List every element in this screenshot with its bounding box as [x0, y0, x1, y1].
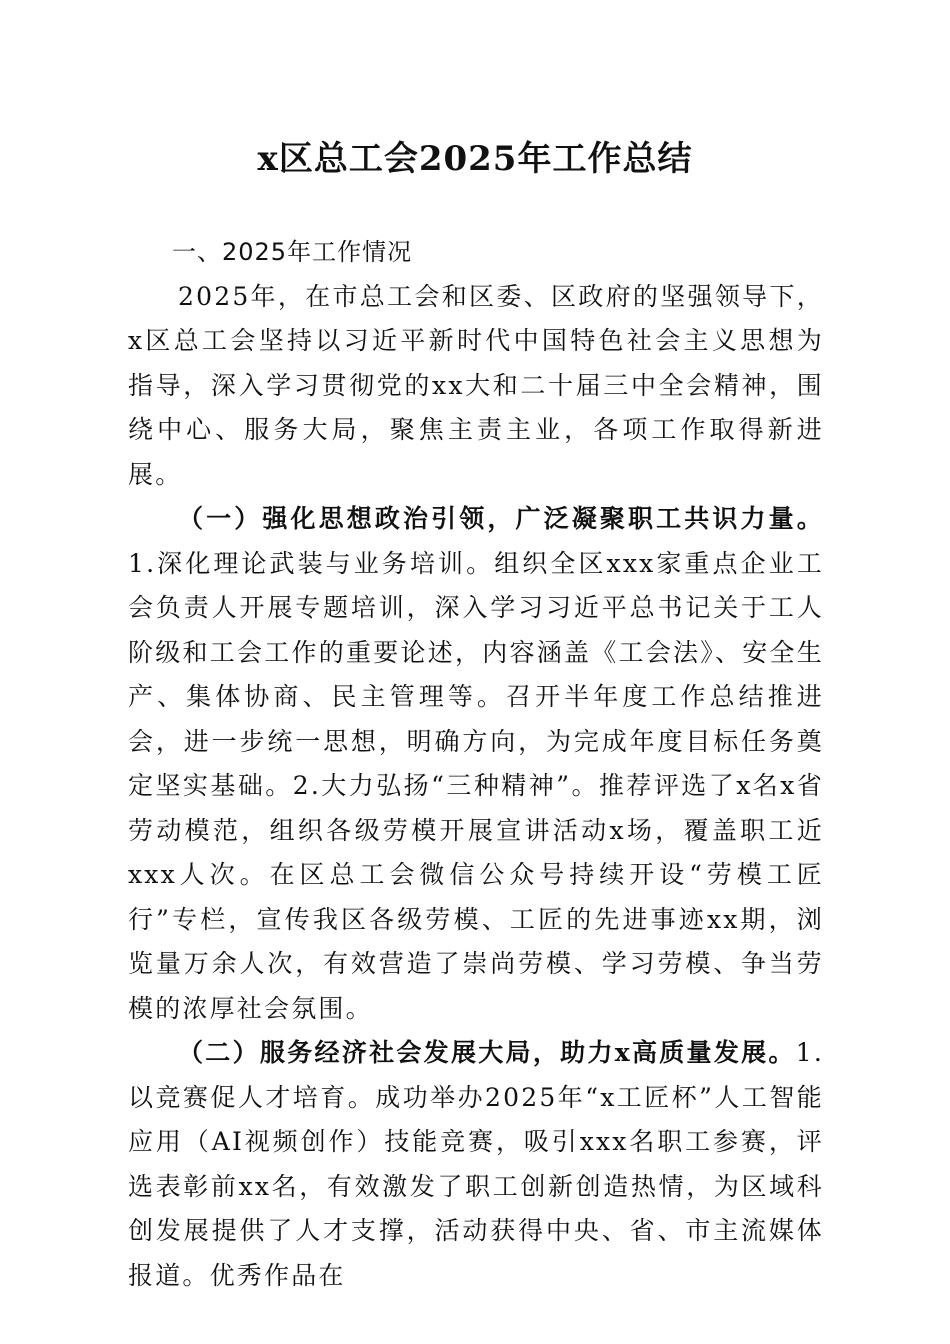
document-body [128, 230, 824, 1298]
document-title: x区总工会2025年工作总结 [257, 139, 693, 179]
intro-paragraph: 2025年，在市总工会和区委、区政府的坚强领导下，x区总工会坚持以习近平新时代中国特色社会主义思想为指导，深入学习贯彻党的xx大和二十届三中全会精神，围绕中心、服务大局，聚焦主责主业，各项工作取得新进展。 [128, 281, 824, 489]
paragraph-part-2 [128, 1031, 824, 1298]
part-1-text: 1.深化理论武装与业务培训。组织全区xxx家重点企业工会负责人开展专题培训，深入学习习近平总书记关于工人阶级和工会工作的重要论述，内容涵盖《工会法》、安全生产、集体协商、民主管理等。召开半年度工作总结推进会，进一步统一思想，明确方向，为完成年度目标任务奠定坚实基础。2.大力弘扬“三种精神”。推荐评选了x名x省劳动模范，组织各级劳模开展宣讲活动x场，覆盖职工近xxx人次。在区总工会微信公众号持续开设“劳模工匠行”专栏，宣传我区各级劳模、工匠的先进事迹xx期，浏览量万余人次，有效营造了崇尚劳模、学习劳模、争当劳模的浓厚社会氛围。 [128, 548, 824, 1023]
part-1-lead: （一）强化思想政治引领，广泛凝聚职工共识力量。 [178, 504, 824, 533]
paragraph-part-1 [128, 497, 824, 1031]
part-2-text: 1.以竞赛促人才培育。成功举办2025年“x工匠杯”人工智能应用（AI视频创作）技能竞赛，吸引xxx名职工参赛，评选表彰前xx名，有效激发了职工创新创造热情，为区域科创发展提供了人才支撑，活动获得中央、省、市主流媒体报道。优秀作品在 [128, 1038, 824, 1290]
section-heading: 一、2025年工作情况 [172, 238, 413, 266]
part-2-lead: （二）服务经济社会发展大局，助力x高质量发展。 [178, 1038, 796, 1067]
